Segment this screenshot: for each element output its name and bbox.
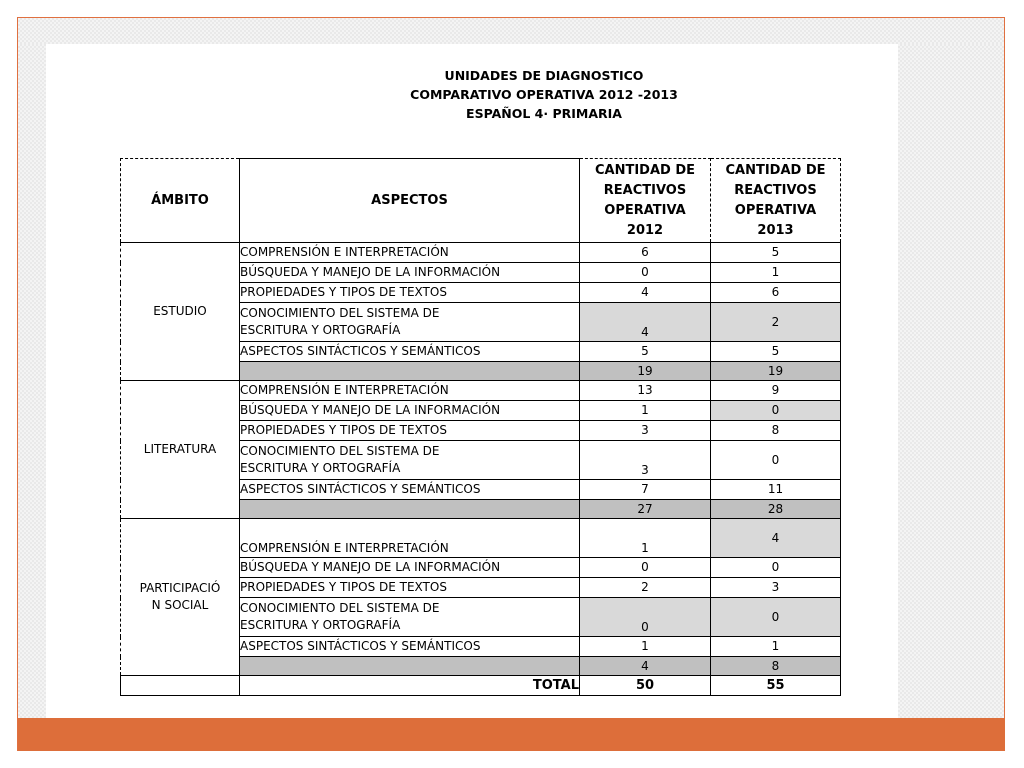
background-pattern — [18, 18, 1004, 44]
aspecto-cell: ASPECTOS SINTÁCTICOS Y SEMÁNTICOS — [240, 637, 580, 657]
subtotal-2013: 8 — [711, 657, 841, 676]
total-empty-cell — [121, 676, 240, 696]
aspecto-line: ESCRITURA Y ORTOGRAFÍA — [240, 323, 401, 337]
value-2013: 1 — [711, 263, 841, 283]
subtotal-label-cell — [240, 657, 580, 676]
header-line: REACTIVOS — [603, 182, 687, 198]
subtotal-2012: 4 — [580, 657, 711, 676]
comparison-table — [120, 158, 841, 696]
aspecto-line: CONOCIMIENTO DEL SISTEMA DE — [240, 601, 440, 615]
aspecto-cell: BÚSQUEDA Y MANEJO DE LA INFORMACIÓN — [240, 401, 580, 421]
aspecto-cell: PROPIEDADES Y TIPOS DE TEXTOS — [240, 421, 580, 441]
aspecto-cell — [240, 303, 580, 342]
value-2012: 3 — [580, 441, 711, 480]
value-2013: 9 — [711, 381, 841, 401]
value-2013: 6 — [711, 283, 841, 303]
value-2012: 4 — [580, 283, 711, 303]
value-2012: 4 — [580, 303, 711, 342]
value-2013: 3 — [711, 578, 841, 598]
value-2012: 6 — [580, 243, 711, 263]
aspecto-cell: ASPECTOS SINTÁCTICOS Y SEMÁNTICOS — [240, 480, 580, 500]
header-line: 2012 — [626, 222, 664, 238]
header-2013 — [711, 159, 841, 243]
document-title — [118, 66, 970, 123]
aspecto-cell — [240, 441, 580, 480]
subtotal-2013: 28 — [711, 500, 841, 519]
ambito-literatura: LITERATURA — [121, 381, 240, 519]
background-pattern — [18, 44, 46, 718]
subtotal-2013: 19 — [711, 362, 841, 381]
bottom-accent-bar — [18, 718, 1005, 751]
value-2013: 4 — [711, 519, 841, 558]
aspecto-line: ESCRITURA Y ORTOGRAFÍA — [240, 618, 401, 632]
value-2013: 1 — [711, 637, 841, 657]
aspecto-cell: BÚSQUEDA Y MANEJO DE LA INFORMACIÓN — [240, 558, 580, 578]
header-line: CANTIDAD DE — [594, 162, 696, 178]
value-2012: 0 — [580, 558, 711, 578]
aspecto-cell: COMPRENSIÓN E INTERPRETACIÓN — [240, 243, 580, 263]
header-line: REACTIVOS — [734, 182, 817, 198]
table-header-row — [121, 159, 841, 243]
subtotal-2012: 19 — [580, 362, 711, 381]
header-ambito: ÁMBITO — [121, 159, 240, 243]
aspecto-cell: BÚSQUEDA Y MANEJO DE LA INFORMACIÓN — [240, 263, 580, 283]
header-aspectos: ASPECTOS — [240, 159, 580, 243]
aspecto-cell: ASPECTOS SINTÁCTICOS Y SEMÁNTICOS — [240, 342, 580, 362]
header-line: CANTIDAD DE — [725, 162, 826, 178]
value-2013: 5 — [711, 243, 841, 263]
total-2012: 50 — [580, 676, 711, 696]
value-2013: 11 — [711, 480, 841, 500]
value-2012: 13 — [580, 381, 711, 401]
value-2013: 0 — [711, 598, 841, 637]
aspecto-cell: COMPRENSIÓN E INTERPRETACIÓN — [240, 381, 580, 401]
slide-content — [46, 44, 898, 718]
table-row — [121, 381, 841, 401]
total-label: TOTAL — [240, 676, 580, 696]
value-2012: 3 — [580, 421, 711, 441]
ambito-participacion-social — [121, 519, 240, 676]
subtitle-line: COMPARATIVO OPERATIVA 2012 -2013 — [410, 87, 678, 102]
value-2013: 5 — [711, 342, 841, 362]
subtitle-line: ESPAÑOL 4· PRIMARIA — [466, 106, 622, 121]
value-2012: 1 — [580, 519, 711, 558]
subtotal-label-cell — [240, 500, 580, 519]
header-line: 2013 — [757, 222, 794, 238]
aspecto-line: ESCRITURA Y ORTOGRAFÍA — [240, 461, 401, 475]
table-row — [121, 243, 841, 263]
header-2012 — [580, 159, 711, 243]
subtotal-2012: 27 — [580, 500, 711, 519]
value-2012: 2 — [580, 578, 711, 598]
title-line: UNIDADES DE DIAGNOSTICO — [444, 68, 644, 83]
value-2012: 0 — [580, 263, 711, 283]
value-2012: 5 — [580, 342, 711, 362]
value-2013: 0 — [711, 401, 841, 421]
value-2012: 0 — [580, 598, 711, 637]
value-2013: 0 — [711, 441, 841, 480]
value-2012: 1 — [580, 637, 711, 657]
ambito-estudio: ESTUDIO — [121, 243, 240, 381]
aspecto-cell: PROPIEDADES Y TIPOS DE TEXTOS — [240, 283, 580, 303]
aspecto-cell: PROPIEDADES Y TIPOS DE TEXTOS — [240, 578, 580, 598]
value-2013: 2 — [711, 303, 841, 342]
ambito-line: N SOCIAL — [151, 598, 209, 612]
value-2012: 7 — [580, 480, 711, 500]
value-2013: 8 — [711, 421, 841, 441]
total-row — [121, 676, 841, 696]
aspecto-line: CONOCIMIENTO DEL SISTEMA DE — [240, 306, 440, 320]
aspecto-cell: COMPRENSIÓN E INTERPRETACIÓN — [240, 519, 580, 558]
value-2012: 1 — [580, 401, 711, 421]
background-pattern — [898, 44, 1004, 718]
aspecto-cell — [240, 598, 580, 637]
subtotal-label-cell — [240, 362, 580, 381]
table-row — [121, 519, 841, 558]
ambito-line: PARTICIPACIÓ — [139, 581, 221, 595]
header-line: OPERATIVA — [734, 202, 817, 218]
aspecto-line: CONOCIMIENTO DEL SISTEMA DE — [240, 444, 440, 458]
header-line: OPERATIVA — [604, 202, 686, 218]
total-2013: 55 — [711, 676, 841, 696]
value-2013: 0 — [711, 558, 841, 578]
